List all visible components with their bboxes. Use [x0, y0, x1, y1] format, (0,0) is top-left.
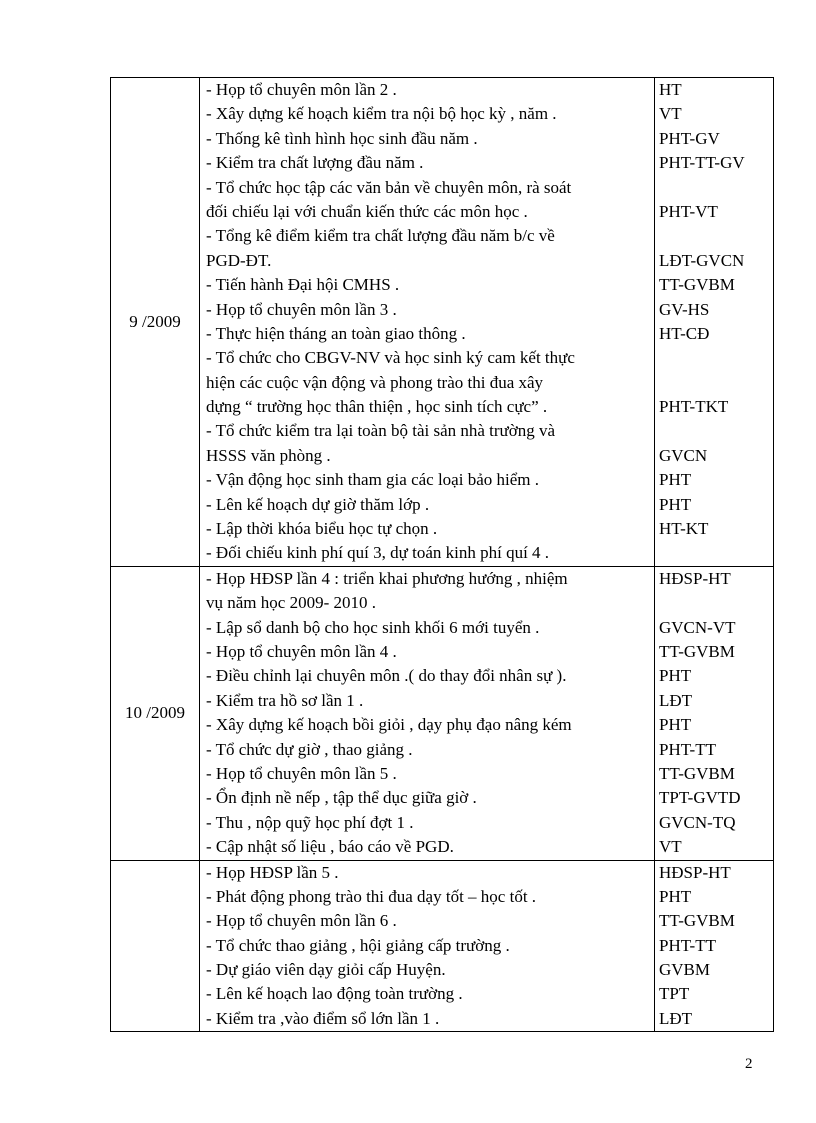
responsible-line: GVBM: [659, 960, 711, 980]
responsible-line: GVCN: [659, 445, 708, 465]
task-line: - Thực hiện tháng an toàn giao thông .: [206, 323, 466, 343]
task-line: - Điều chỉnh lại chuyên môn .( do thay đổi nhân sự ).: [206, 666, 567, 686]
task-line: - Vận động học sinh tham gia các loại bảo hiểm .: [206, 470, 539, 490]
responsible-line: PHT-TT: [659, 739, 716, 759]
responsible-cell: [655, 860, 774, 1032]
month-cell: 9 /2009: [111, 78, 200, 567]
task-line: - Kiểm tra chất lượng đầu năm .: [206, 153, 424, 173]
page-number: 2: [745, 1056, 753, 1072]
task-line: - Thu , nộp quỹ học phí đợt 1 .: [206, 812, 414, 832]
responsible-line: [655, 591, 773, 615]
responsible-line: TT-GVBM: [659, 763, 735, 783]
task-line: - Lên kế hoạch dự giờ thăm lớp .: [206, 494, 430, 514]
task-line: - Dự giáo viên dạy giỏi cấp Huyện.: [206, 960, 446, 980]
responsible-line: [655, 371, 773, 395]
responsible-line: LĐT: [659, 690, 693, 710]
responsible-line: VT: [659, 104, 682, 124]
task-line: - Xây dựng kế hoạch bồi giỏi , dạy phụ đạo nâng kém: [206, 715, 572, 735]
responsible-line: HĐSP-HT: [659, 568, 731, 588]
responsible-line: LĐT-GVCN: [659, 250, 745, 270]
task-line: - Họp tổ chuyên môn lần 5 .: [206, 763, 397, 783]
responsible-line: PHT-TT: [659, 935, 716, 955]
task-line: đối chiếu lại với chuẩn kiến thức các môn học .: [206, 201, 528, 221]
task-line: - Họp tổ chuyên môn lần 3 .: [206, 299, 397, 319]
task-line: vụ năm học 2009- 2010 .: [206, 593, 376, 613]
task-line: - Ổn định nề nếp , tập thể dục giữa giờ .: [206, 788, 477, 808]
task-line: - Họp tổ chuyên môn lần 2 .: [206, 80, 397, 99]
responsible-line: PHT: [659, 666, 692, 686]
responsible-line: TT-GVBM: [659, 911, 735, 931]
responsible-line: [655, 224, 773, 248]
task-line: - Tiến hành Đại hội CMHS .: [206, 275, 400, 295]
task-line: - Lập thời khóa biểu học tự chọn .: [206, 519, 438, 539]
responsible-line: VT: [659, 837, 682, 857]
task-list-cell: [200, 78, 655, 567]
responsible-line: TPT-GVTD: [659, 788, 741, 808]
responsible-line: TT-GVBM: [659, 641, 735, 661]
responsible-line: PHT: [659, 886, 692, 906]
responsible-line: PHT-TT-GV: [659, 153, 745, 173]
task-line: hiện các cuộc vận động và phong trào thi đua xây: [206, 372, 544, 392]
responsible-line: PHT-TKT: [659, 397, 729, 417]
task-list-cell: [200, 566, 655, 860]
responsible-line: TT-GVBM: [659, 275, 735, 295]
task-line: - Kiểm tra ,vào điểm sổ lớn lần 1 .: [206, 1008, 440, 1028]
responsible-cell: [655, 566, 774, 860]
responsible-line: HT: [659, 80, 682, 99]
task-line: - Kiểm tra hồ sơ lần 1 .: [206, 690, 364, 710]
responsible-line: TPT: [659, 984, 690, 1004]
responsible-line: [655, 541, 773, 565]
task-line: - Cập nhật số liệu , báo cáo về PGD.: [206, 837, 454, 857]
task-line: - Đối chiếu kinh phí quí 3, dự toán kinh phí quí 4 .: [206, 543, 550, 563]
responsible-line: HT-CĐ: [659, 323, 710, 343]
task-line: - Tổ chức kiểm tra lại toàn bộ tài sản nhà trường và: [206, 421, 556, 441]
task-line: - Họp HĐSP lần 4 : triển khai phương hướng , nhiệm: [206, 568, 568, 588]
responsible-line: PHT-GV: [659, 128, 720, 148]
task-line: - Tổ chức thao giảng , hội giảng cấp trường .: [206, 935, 510, 955]
responsible-line: [655, 346, 773, 370]
task-line: - Lên kế hoạch lao động toàn trường .: [206, 984, 463, 1004]
task-line: - Lập sổ danh bộ cho học sinh khối 6 mới tuyển .: [206, 617, 540, 637]
responsible-line: PHT-VT: [659, 201, 718, 221]
responsible-line: PHT: [659, 470, 692, 490]
responsible-line: HT-KT: [659, 519, 709, 539]
task-line: - Họp tổ chuyên môn lần 6 .: [206, 911, 397, 931]
responsible-line: LĐT: [659, 1008, 693, 1028]
task-line: PGD-ĐT.: [206, 250, 272, 270]
responsible-line: GVCN-VT: [659, 617, 736, 637]
task-line: - Họp HĐSP lần 5 .: [206, 862, 339, 882]
task-line: - Tổ chức học tập các văn bản về chuyên môn, rà soát: [206, 177, 572, 197]
month-section-row: [111, 860, 774, 1032]
task-line: - Tổ chức cho CBGV-NV và học sinh ký cam kết thực: [206, 348, 575, 368]
responsible-line: PHT: [659, 715, 692, 735]
task-line: dựng “ trường học thân thiện , học sinh tích cực” .: [206, 397, 548, 417]
task-line: - Họp tổ chuyên môn lần 4 .: [206, 641, 397, 661]
task-line: - Xây dựng kế hoạch kiểm tra nội bộ học kỳ , năm .: [206, 104, 557, 124]
task-list-cell: [200, 860, 655, 1032]
responsible-line: [655, 176, 773, 200]
responsible-cell: [655, 78, 774, 567]
task-line: - Tổng kê điểm kiểm tra chất lượng đầu năm b/c về: [206, 226, 555, 246]
month-cell: [111, 860, 200, 1032]
responsible-line: GV-HS: [659, 299, 710, 319]
task-line: - Phát động phong trào thi đua dạy tốt – học tốt .: [206, 886, 537, 906]
work-plan-table: [110, 77, 774, 1032]
month-section-row: [111, 78, 774, 567]
month-section-row: [111, 566, 774, 860]
task-line: HSSS văn phòng .: [206, 445, 331, 465]
responsible-line: HĐSP-HT: [659, 862, 731, 882]
task-line: - Tổ chức dự giờ , thao giảng .: [206, 739, 413, 759]
month-cell: 10 /2009: [111, 566, 200, 860]
responsible-line: GVCN-TQ: [659, 812, 736, 832]
responsible-line: [655, 419, 773, 443]
responsible-line: PHT: [659, 494, 692, 514]
task-line: - Thống kê tình hình học sinh đầu năm .: [206, 128, 478, 148]
